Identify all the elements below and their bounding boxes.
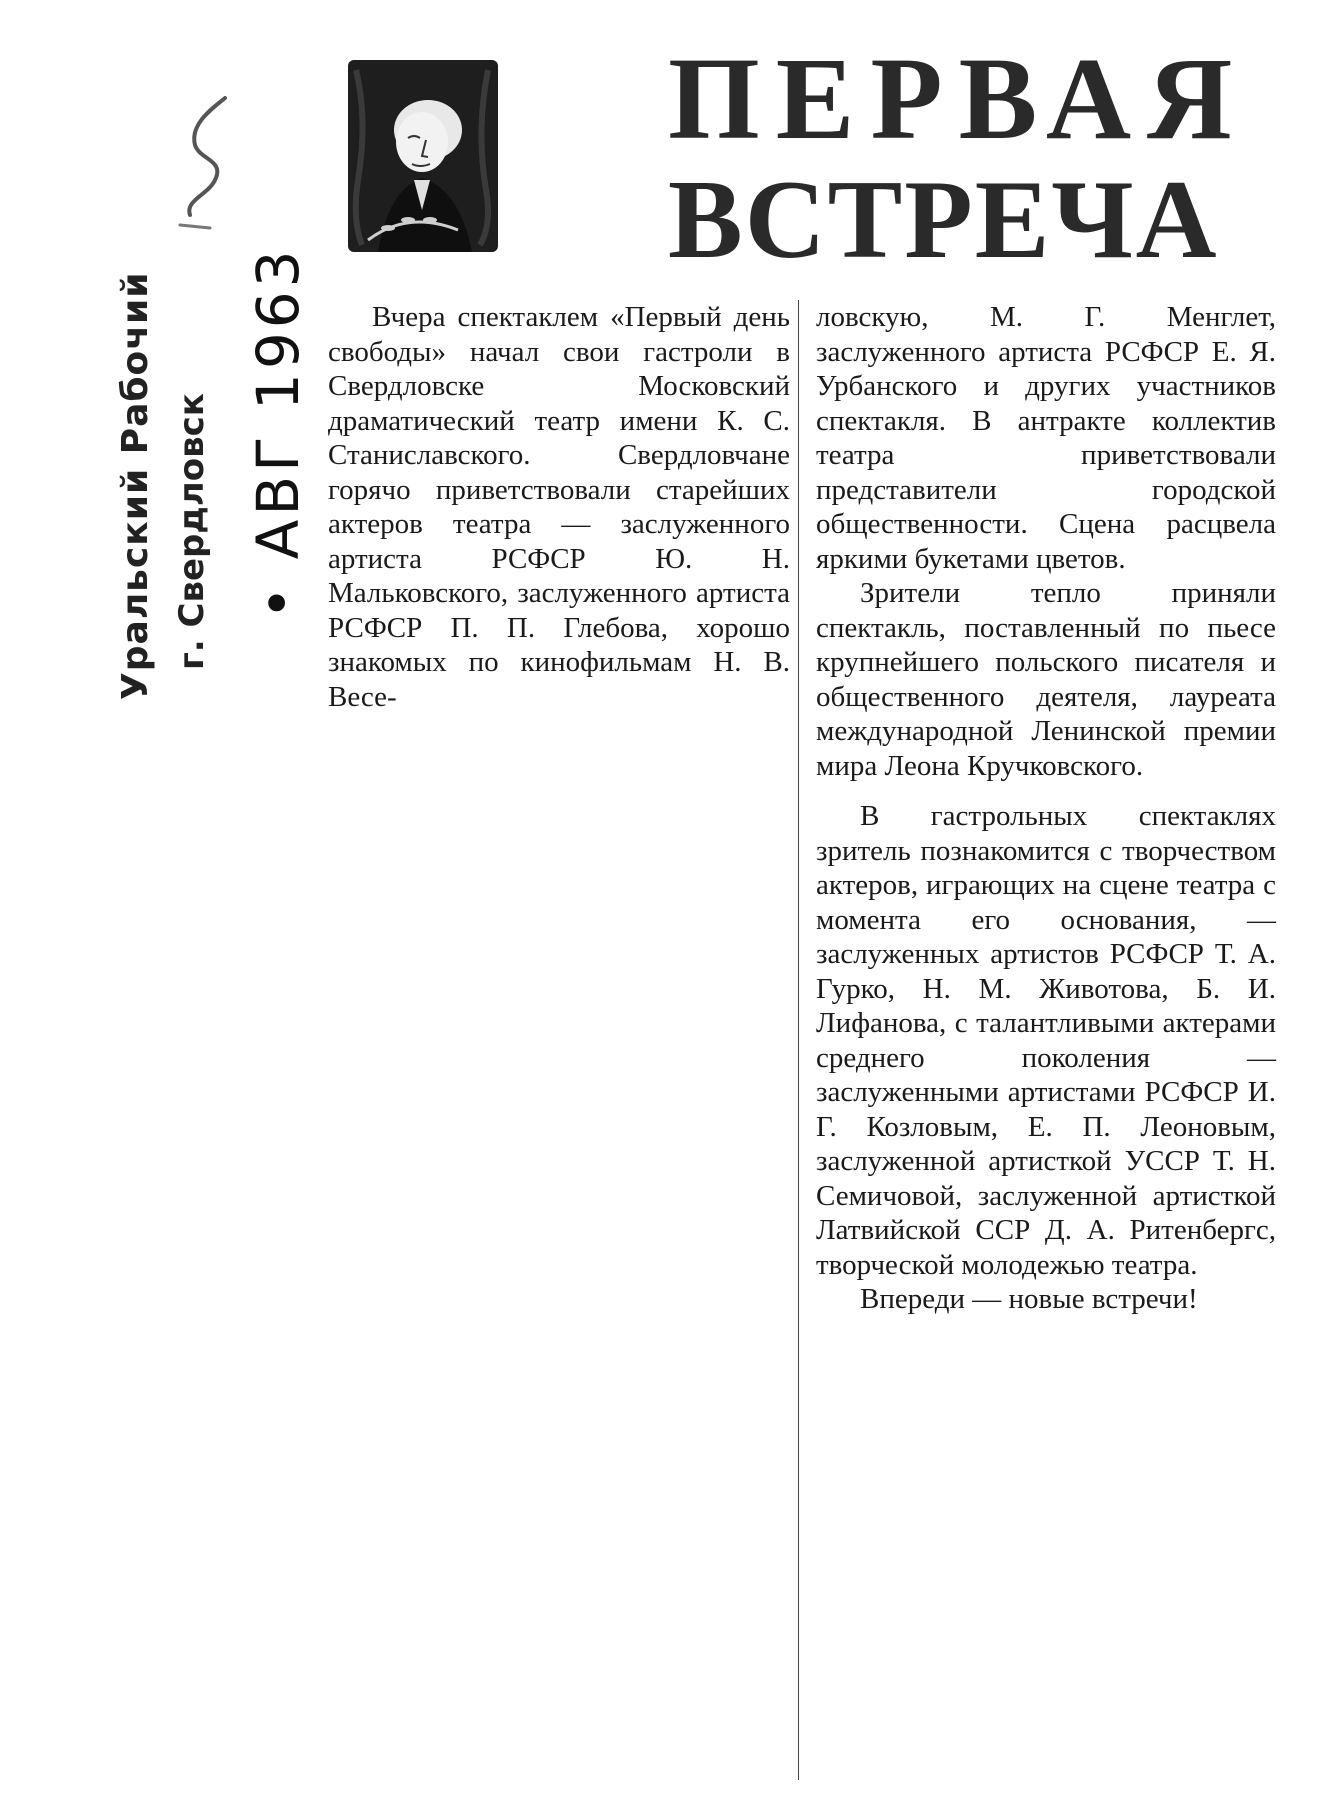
article-paragraph: ловскую, М. Г. Менглет, заслуженного артиста РСФСР Е. Я. Урбанского и других участников спектакля. В антракте коллектив театра приветствовали представители городской общественности. Сцена расцвела яркими букетами цветов.	[816, 301, 1276, 575]
article-paragraph: Зрители тепло приняли спектакль, поставленный по пьесе крупнейшего польского писателя и общественного деятеля, лауреата международной Ленинской премии мира Леона Кручковского.	[816, 577, 1276, 782]
source-annotation: Уральский Рабочий	[115, 271, 156, 700]
date-annotation: • АВГ 1963	[244, 246, 312, 620]
headline-line-1: ПЕРВАЯ	[668, 33, 1249, 164]
article-column-1	[328, 300, 790, 714]
article-paragraph: Впереди — новые встречи!	[860, 1283, 1198, 1315]
headline	[668, 33, 1249, 282]
stanislavsky-portrait-icon	[348, 60, 498, 252]
article-column-2	[816, 300, 1276, 1317]
article-paragraph: Вчера спектаклем «Первый день свободы» начал свои гастроли в Свердловске Московский драматический театр имени К. С. Станиславского. Свердловчане горячо приветствовали старейших актеров театра — заслуженного артиста РСФСР Ю. Н. Мальковского, заслуженного артиста РСФСР П. П. Глебова, хорошо знакомых по кинофильмам Н. В. Весе-	[328, 301, 790, 713]
city-annotation: г. Свердловск	[172, 393, 212, 670]
article-paragraph: В гастрольных спектаклях зритель познакомится с творчеством актеров, играющих на сцене театра с момента его основания, — заслуженных артистов РСФСР Т. А. Гурко, Н. М. Животова, Б. И. Лифанова, с талантливыми актерами среднего поколения — заслуженными артистами РСФСР И. Г. Козловым, Е. П. Леоновым, заслуженной артисткой УССР Т. Н. Семичовой, заслуженной артисткой Латвийской ССР Д. А. Ритенбергс, творческой молодежью театра.	[816, 800, 1276, 1281]
handwritten-scribble-icon	[170, 90, 240, 230]
headline-line-2: ВСТРЕЧА	[668, 158, 1219, 282]
column-divider	[798, 300, 799, 1780]
